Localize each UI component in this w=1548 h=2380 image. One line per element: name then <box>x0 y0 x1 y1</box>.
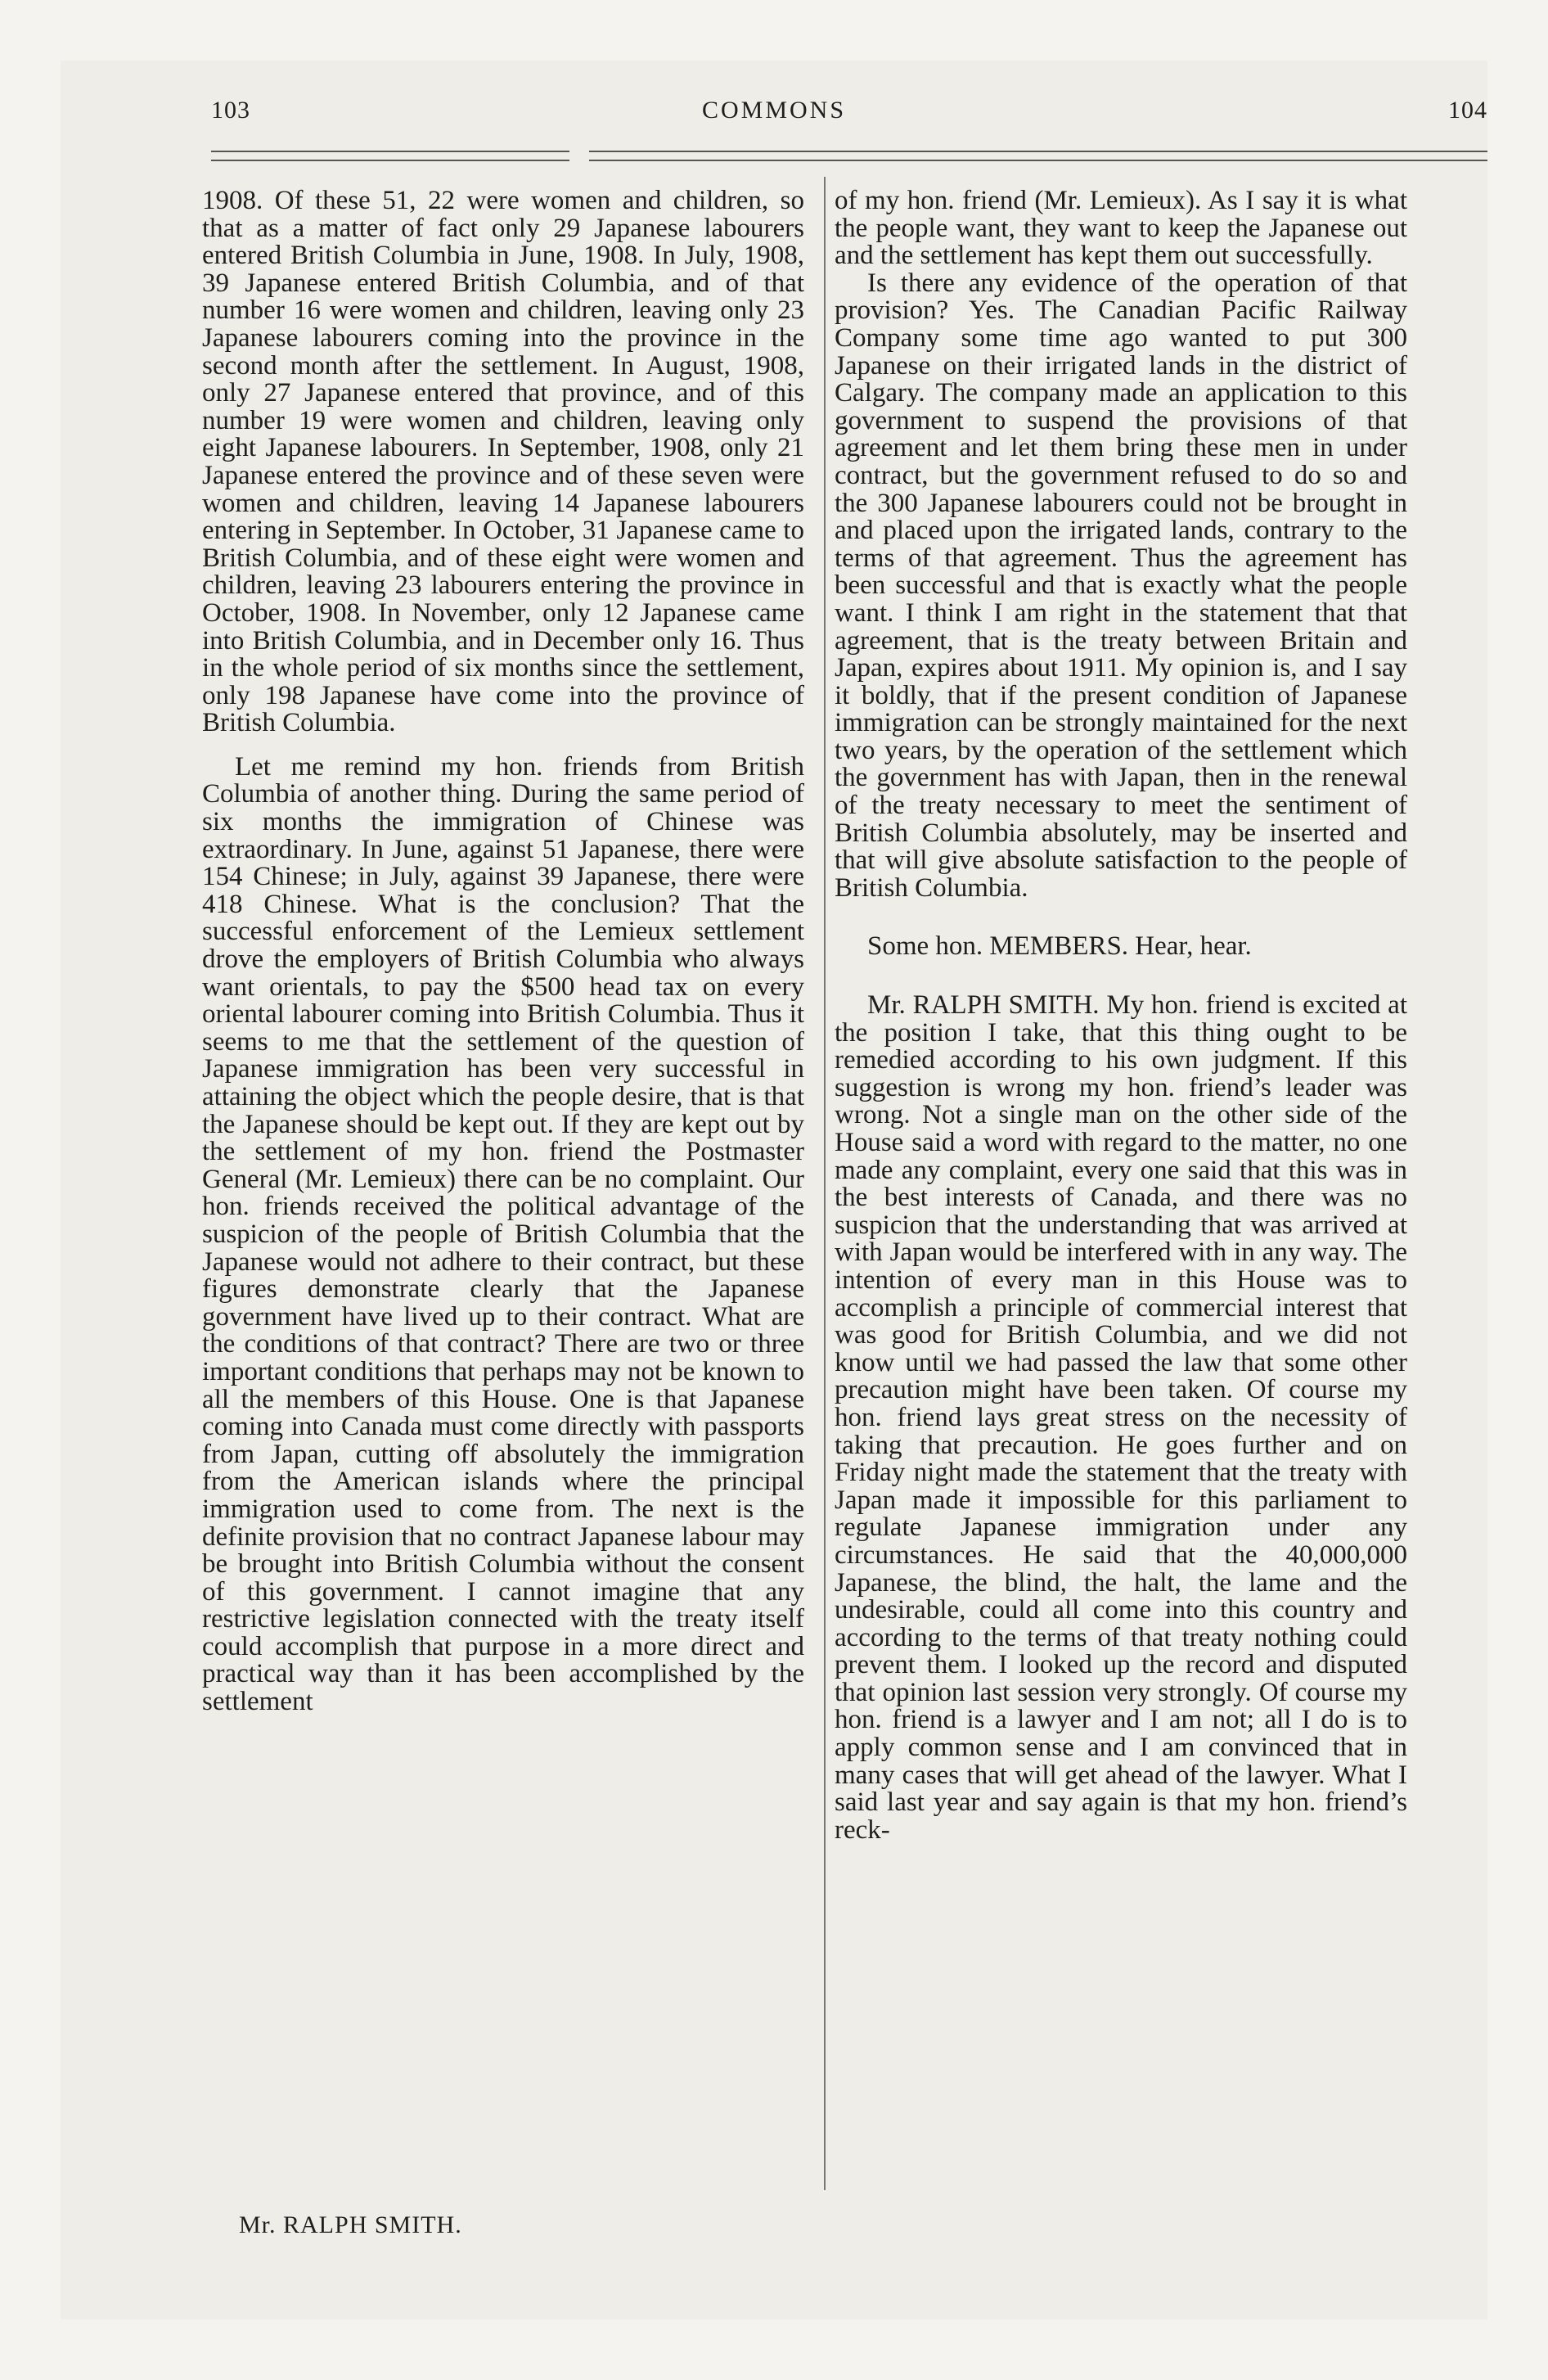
header-rule-right <box>589 151 1487 161</box>
right-paragraph-4: Mr. RALPH SMITH. My hon. friend is excited at the position I take, that this thing ought to be remedied according to his own judgment. If this suggestion is wrong my hon. friend’s leader was wrong. Not a single man on the other side of the House said a word with regard to the matter, no one made any complaint, every one said that this was in the best interests of Canada, and there was no suspicion that the understanding that was arrived at with Japan would be interfered with in any way. The intention of every man in this House was to accomplish a principle of commercial interest that was good for British Columbia, and we did not know until we had passed the law that some other precaution might have been taken. Of course my hon. friend lays great stress on the necessity of taking that precaution. He goes further and on Friday night made the statement that the treaty with Japan made it impossible for this parliament to regulate Japanese immigration under any circumstances. He said that the 40,000,000 Japanese, the blind, the halt, the lame and the undesirable, could all come into this country and according to the terms of that treaty nothing could prevent them. I looked up the record and disputed that opinion last session very strongly. Of course my hon. friend is a lawyer and I am not; all I do is to apply common sense and I am convinced that in many cases that will get ahead of the lawyer. What I said last year and say again is that my hon. friend’s reck- <box>835 990 1407 1845</box>
page <box>61 61 1487 2319</box>
header-rule-left <box>211 151 569 161</box>
page-header <box>61 97 1487 146</box>
right-paragraph-3: Some hon. MEMBERS. Hear, hear. <box>867 931 1252 962</box>
running-title: COMMONS <box>701 97 847 124</box>
right-paragraph-1: of my hon. friend (Mr. Lemieux). As I say it is what the people want, they want to keep the Japanese out and the settlement has kept them out successfully. <box>835 186 1407 271</box>
right-paragraph-2: Is there any evidence of the operation of that provision? Yes. The Canadian Pacific Railway Company some time ago wanted to put 300 Japanese on their irrigated lands in the district of Calgary. The company made an application to this government to suspend the provisions of that agreement and let them bring these men in under contract, but the government refused to do so and the 300 Japanese labourers could not be brought in and placed upon the irrigated lands, contrary to the terms of that agreement. Thus the agreement has been successful and that is exactly what the people want. I think I am right in the statement that that agreement, that is the treaty between Britain and Japan, expires about 1911. My opinion is, and I say it boldly, that if the present condition of Japanese immigration can be strongly maintained for the next two years, by the operation of the settlement which the government has with Japan, then in the renewal of the treaty necessary to meet the sentiment of British Columbia absolutely, may be inserted and that will give absolute satisfaction to the people of British Columbia. <box>835 268 1407 903</box>
left-paragraph-1: 1908. Of these 51, 22 were women and children, so that as a matter of fact only 29 Japanese labourers entered British Columbia in June, 1908. In July, 1908, 39 Japanese entered British Columbia, and of that number 16 were women and children, leaving only 23 Japanese labourers coming into the province in the second month after the settlement. In August, 1908, only 27 Japanese entered that province, and of this number 19 were women and children, leaving only eight Japanese labourers. In September, 1908, only 21 Japanese entered the province and of these seven were women and children, leaving 14 Japanese labourers entering in September. In October, 31 Japanese came to British Columbia, and of these eight were women and children, leaving 23 labourers entering the province in October, 1908. In November, only 12 Japanese came into British Columbia, and in December only 16. Thus in the whole period of six months since the settlement, only 198 Japanese have come into the province of British Columbia. <box>202 186 804 738</box>
column-divider <box>824 177 826 2190</box>
page-number-right: 104 <box>1448 97 1487 124</box>
right-column <box>835 187 1407 1844</box>
left-paragraph-2: Let me remind my hon. friends from British Columbia of another thing. During the same period of six months the immigration of Chinese was extraordinary. In June, against 51 Japanese, there were 154 Chinese; in July, against 39 Japanese, there were 418 Chinese. What is the conclusion? That the successful enforcement of the Lemieux settlement drove the employers of British Columbia who always want orientals, to pay the $500 head tax on every oriental labourer coming into British Columbia. Thus it seems to me that the settlement of the question of Japanese immigration has been very successful in attaining the object which the people desire, that is that the Japanese should be kept out. If they are kept out by the settlement of my hon. friend the Postmaster General (Mr. Lemieux) there can be no complaint. Our hon. friends received the political advantage of the suspicion of the people of British Columbia that the Japanese would not adhere to their contract, but these figures demonstrate clearly that the Japanese government have lived up to their contract. What are the conditions of that contract? There are two or three important conditions that perhaps may not be known to all the members of this House. One is that Japanese coming into Canada must come directly with passports from Japan, cutting off absolutely the immigration from the American islands where the principal immigration used to come from. The next is the definite provision that no contract Japanese labour may be brought into British Columbia without the consent of this government. I cannot imagine that any restrictive legislation connected with the treaty itself could accomplish that purpose in a more direct and practical way than it has been accomplished by the settlement <box>202 751 804 1717</box>
left-column <box>202 187 804 1716</box>
footer-speaker: Mr. RALPH SMITH. <box>239 2211 462 2238</box>
page-number-left: 103 <box>211 97 250 124</box>
